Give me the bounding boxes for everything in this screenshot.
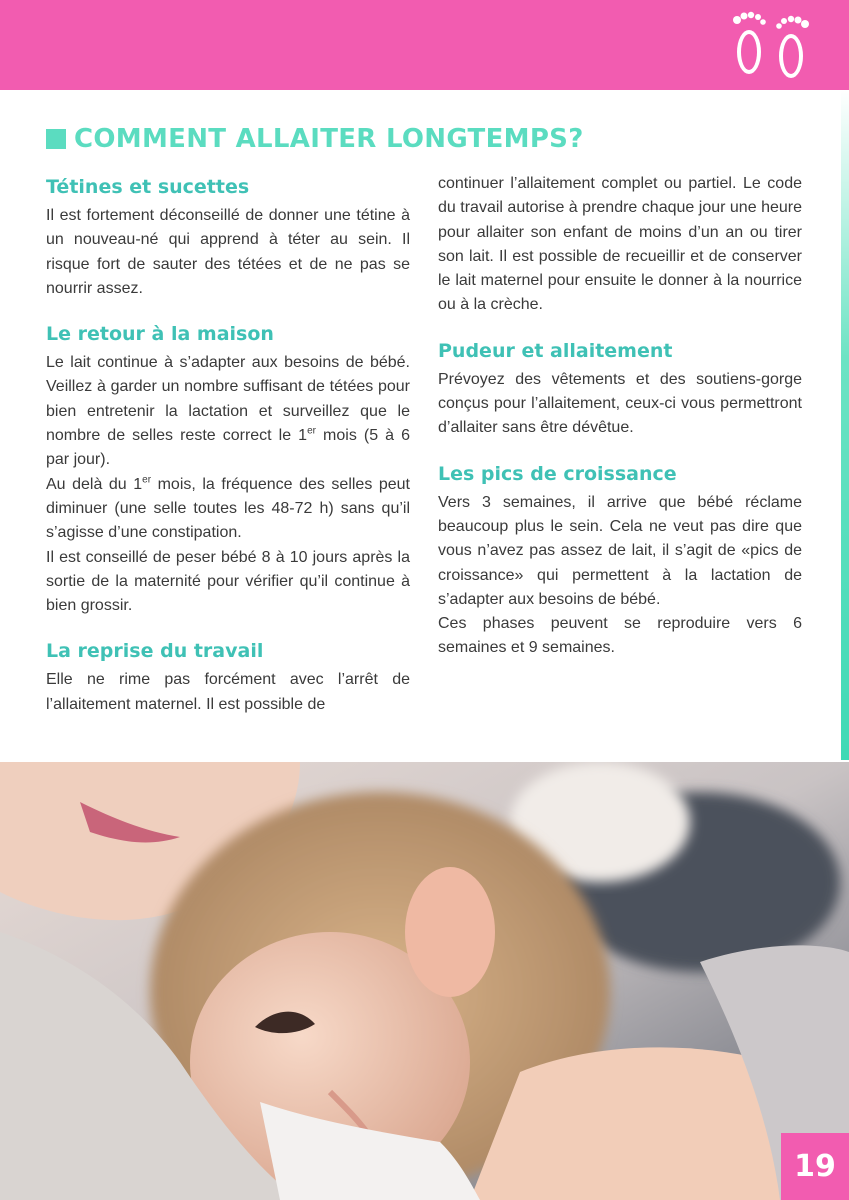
section-retour-maison <box>46 321 410 618</box>
mother-baby-photo <box>0 762 849 1200</box>
title-square-icon <box>46 129 66 149</box>
superscript: er <box>307 425 316 437</box>
header-band <box>0 0 849 90</box>
superscript: er <box>142 474 152 486</box>
text-span: mois (5 à 6 par jour). <box>46 427 410 469</box>
page-number: 19 <box>794 1149 836 1184</box>
section-tetines <box>46 174 410 301</box>
section-heading: Pudeur et allaitement <box>438 339 673 362</box>
section-heading: Tétines et sucettes <box>46 176 250 198</box>
paragraph: Elle ne rime pas forcément avec l’arrêt de l’allaitement maternel. Il est possible de <box>46 671 410 713</box>
paragraph: Il est conseillé de peser bébé 8 à 10 jours après la sortie de la maternité pour vérifier qu’il continue à bien grossir. <box>46 548 410 615</box>
section-reprise-travail-continued <box>438 172 802 318</box>
section-heading: Les pics de croissance <box>438 462 677 485</box>
text-span: Le lait continue à s’adapter aux besoins de bébé. Veillez à garder un nombre suffisant de tétées pour bien entretenir la lactation et surveillez que le nombre de selles reste correct le 1 <box>46 354 410 445</box>
text-span: mois, la fréquence des selles peut diminuer (une selle toutes les 48-72 h) sans qu’il s’agisse d’une constipation. <box>46 475 411 542</box>
section-heading: La reprise du travail <box>46 640 264 663</box>
paragraph: Vers 3 semaines, il arrive que bébé réclame beaucoup plus le sein. Cela ne veut pas dire que vous n’avez pas assez de lait, il s’agit de «pics de croissance» qui permettent à la lactation de s’adapter aux besoins de bébé. <box>438 493 802 608</box>
paragraph: Ces phases peuvent se reproduire vers 6 semaines et 9 semaines. <box>438 615 802 657</box>
paragraph <box>46 351 410 472</box>
side-accent-rule <box>841 90 849 760</box>
paragraph <box>46 473 410 546</box>
right-column <box>438 172 802 681</box>
page-title-block <box>46 124 584 154</box>
paragraph: continuer l’allaitement complet ou partiel. Le code du travail autorise à prendre chaque jour une heure pour allaiter son enfant de moins d’un an ou tirer son lait. Il est possible de recueillir et de conserver le lait maternel pour ensuite le donner à la nourrice ou à la crèche. <box>438 175 802 314</box>
photo-illustration <box>0 762 849 1200</box>
page-number-box <box>781 1133 849 1200</box>
paragraph: Il est fortement déconseillé de donner une tétine à un nouveau-né qui apprend à téter au sein. Il risque fort de sauter des tétées et de ne pas se nourrir assez. <box>46 207 410 297</box>
section-pics-croissance <box>438 461 802 661</box>
page-title: COMMENT ALLAITER LONGTEMPS? <box>74 124 584 154</box>
section-reprise-travail <box>46 638 410 717</box>
text-span: Au delà du 1 <box>46 475 143 493</box>
section-heading: Le retour à la maison <box>46 323 274 346</box>
section-pudeur <box>438 338 802 441</box>
left-column <box>46 174 410 737</box>
paragraph: Prévoyez des vêtements et des soutiens-gorge conçus pour l’allaitement, ceux-ci vous permettront d’allaiter sans être dévêtue. <box>438 370 802 437</box>
baby-feet-icon <box>727 8 815 82</box>
